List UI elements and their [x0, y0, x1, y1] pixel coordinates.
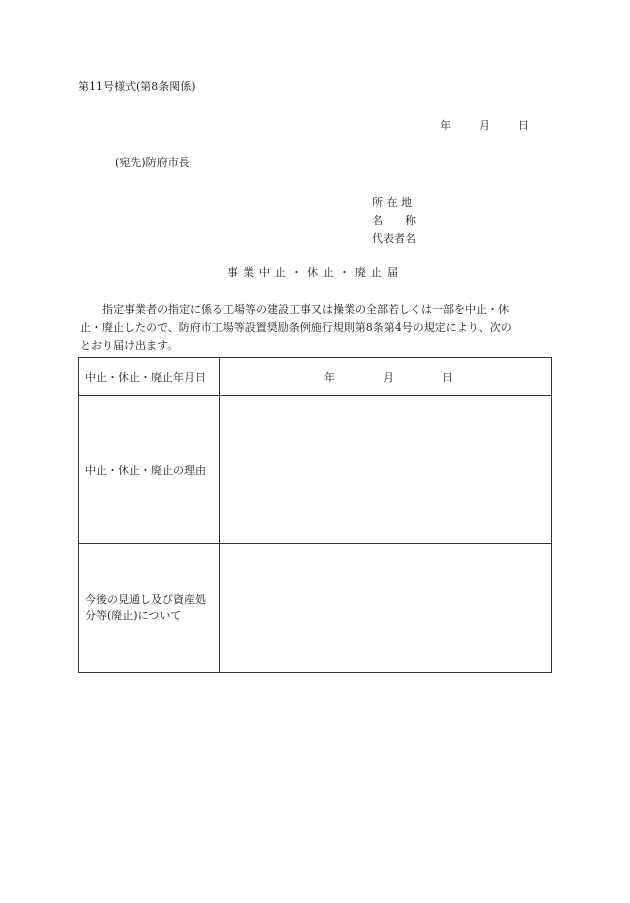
form-table [78, 357, 552, 673]
date-row-label: 中止・休止・廃止年月日 [79, 358, 220, 396]
table-row-reason [79, 396, 552, 544]
document-title: 事業中止・休止・廃止届 [227, 266, 403, 279]
date-row-value[interactable] [220, 358, 552, 396]
outlook-label-line-1: 今後の見通し及び資産処 [85, 593, 206, 606]
submission-date [440, 120, 529, 131]
name-label: 名 称 [372, 214, 416, 227]
reason-row-value[interactable] [220, 396, 552, 544]
outlook-row-value[interactable] [220, 544, 552, 673]
row-date-day: 日 [442, 370, 453, 384]
body-line-1: 指定事業者の指定に係る工場等の建設工事又は操業の全部若しくは一部を中止・休 [102, 303, 509, 316]
address-label: 所 在 地 [372, 196, 412, 209]
date-day-label: 日 [518, 119, 529, 132]
date-month-label: 月 [479, 119, 490, 132]
body-paragraph [80, 301, 560, 355]
representative-label: 代表者名 [372, 232, 416, 245]
body-line-3: とおり届け出ます。 [80, 339, 179, 352]
row-date-month: 月 [383, 370, 394, 384]
form-number: 第11号様式(第8条関係) [78, 80, 196, 93]
outlook-row-label [79, 544, 220, 673]
body-line-2: 止・廃止したので、防府市工場等設置奨励条例施行規則第8条第4号の規定により、次の [80, 321, 512, 334]
addressee: (宛先)防府市長 [115, 156, 190, 169]
reason-row-label: 中止・休止・廃止の理由 [79, 396, 220, 544]
applicant-block [372, 194, 416, 248]
outlook-label-line-2: 分等(廃止)について [85, 609, 182, 622]
row-date-year: 年 [324, 370, 335, 384]
table-row-outlook [79, 544, 552, 673]
date-year-label: 年 [440, 119, 451, 132]
table-row-date [79, 358, 552, 396]
